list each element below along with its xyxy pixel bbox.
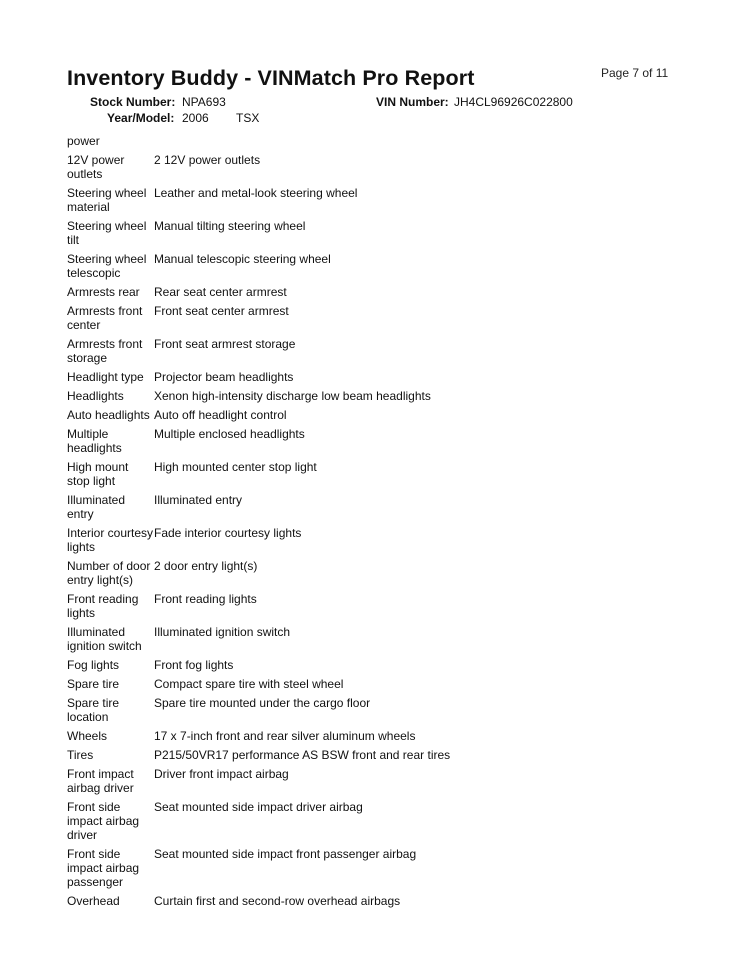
spec-name: Armrests rear — [67, 285, 140, 299]
stock-number-label: Stock Number: — [90, 95, 176, 109]
spec-row — [67, 748, 687, 767]
spec-value: P215/50VR17 performance AS BSW front and rear tires — [154, 748, 451, 762]
spec-row — [67, 460, 687, 493]
spec-row — [67, 153, 687, 186]
spec-name: Steering wheel material — [67, 186, 147, 214]
spec-row — [67, 658, 687, 677]
spec-row — [67, 625, 687, 658]
spec-name: Interior courtesy lights — [67, 526, 154, 554]
vin-number-label: VIN Number: — [376, 95, 449, 109]
spec-row — [67, 592, 687, 625]
spec-name: Number of door entry light(s) — [67, 559, 151, 587]
spec-name: Illuminated entry — [67, 493, 126, 521]
year-model-label: Year/Model: — [107, 111, 175, 125]
spec-name: Front side impact airbag passenger — [67, 847, 140, 889]
spec-value: Manual tilting steering wheel — [154, 219, 306, 233]
spec-name: Spare tire location — [67, 696, 120, 724]
spec-value: Front fog lights — [154, 658, 234, 672]
spec-row — [67, 559, 687, 592]
spec-name: Spare tire — [67, 677, 120, 691]
spec-row — [67, 186, 687, 219]
spec-value: Front seat center armrest — [154, 304, 289, 318]
stock-number-value: NPA693 — [182, 95, 226, 109]
spec-value: 17 x 7-inch front and rear silver aluminum wheels — [154, 729, 416, 743]
continued-text: power — [67, 134, 100, 148]
spec-name: Steering wheel telescopic — [67, 252, 147, 280]
spec-name: Front reading lights — [67, 592, 139, 620]
spec-row — [67, 408, 687, 427]
spec-row — [67, 800, 687, 847]
spec-name: High mount stop light — [67, 460, 129, 488]
spec-name: Steering wheel tilt — [67, 219, 147, 247]
spec-name: Illuminated ignition switch — [67, 625, 142, 653]
spec-name: Headlights — [67, 389, 124, 403]
spec-rows — [67, 153, 687, 913]
spec-value: Front reading lights — [154, 592, 257, 606]
spec-row — [67, 847, 687, 894]
spec-row — [67, 696, 687, 729]
spec-name: Overhead — [67, 894, 120, 908]
spec-row — [67, 493, 687, 526]
spec-row — [67, 337, 687, 370]
spec-name: Front side impact airbag driver — [67, 800, 140, 842]
spec-name: Headlight type — [67, 370, 144, 384]
spec-value: Front seat armrest storage — [154, 337, 296, 351]
spec-row — [67, 219, 687, 252]
spec-row — [67, 427, 687, 460]
spec-row — [67, 729, 687, 748]
spec-value: Illuminated ignition switch — [154, 625, 291, 639]
year-value: 2006 — [182, 111, 209, 125]
spec-value: Rear seat center armrest — [154, 285, 287, 299]
spec-value: Xenon high-intensity discharge low beam headlights — [154, 389, 431, 403]
spec-name: Armrests front center — [67, 304, 143, 332]
spec-value: Leather and metal-look steering wheel — [154, 186, 358, 200]
spec-value: 2 12V power outlets — [154, 153, 261, 167]
spec-value: Driver front impact airbag — [154, 767, 289, 781]
spec-row — [67, 389, 687, 408]
spec-value: Projector beam headlights — [154, 370, 294, 384]
spec-name: Front impact airbag driver — [67, 767, 134, 795]
spec-value: Curtain first and second-row overhead airbags — [154, 894, 401, 908]
model-value: TSX — [236, 111, 260, 125]
spec-name: 12V power outlets — [67, 153, 125, 181]
spec-list — [67, 134, 687, 913]
spec-value: Multiple enclosed headlights — [154, 427, 305, 441]
spec-name: Tires — [67, 748, 94, 762]
spec-value: Illuminated entry — [154, 493, 243, 507]
spec-row — [67, 526, 687, 559]
spec-row — [67, 252, 687, 285]
spec-value: Seat mounted side impact front passenger airbag — [154, 847, 417, 861]
spec-name: Wheels — [67, 729, 108, 743]
spec-name: Fog lights — [67, 658, 120, 672]
report-title: Inventory Buddy - VINMatch Pro Report — [67, 66, 475, 90]
spec-row — [67, 304, 687, 337]
spec-value: Spare tire mounted under the cargo floor — [154, 696, 371, 710]
spec-value: Fade interior courtesy lights — [154, 526, 302, 540]
spec-value: Manual telescopic steering wheel — [154, 252, 331, 266]
spec-row — [67, 767, 687, 800]
spec-row — [67, 285, 687, 304]
spec-name: Auto headlights — [67, 408, 150, 422]
spec-row — [67, 894, 687, 913]
spec-row — [67, 677, 687, 696]
spec-value: 2 door entry light(s) — [154, 559, 258, 573]
vin-number-value: JH4CL96926C022800 — [454, 95, 573, 109]
spec-value: High mounted center stop light — [154, 460, 317, 474]
spec-value: Seat mounted side impact driver airbag — [154, 800, 363, 814]
spec-value: Auto off headlight control — [154, 408, 287, 422]
spec-row — [67, 370, 687, 389]
spec-name: Armrests front storage — [67, 337, 143, 365]
page-number: Page 7 of 11 — [601, 66, 669, 80]
spec-value: Compact spare tire with steel wheel — [154, 677, 344, 691]
spec-name: Multiple headlights — [67, 427, 122, 455]
